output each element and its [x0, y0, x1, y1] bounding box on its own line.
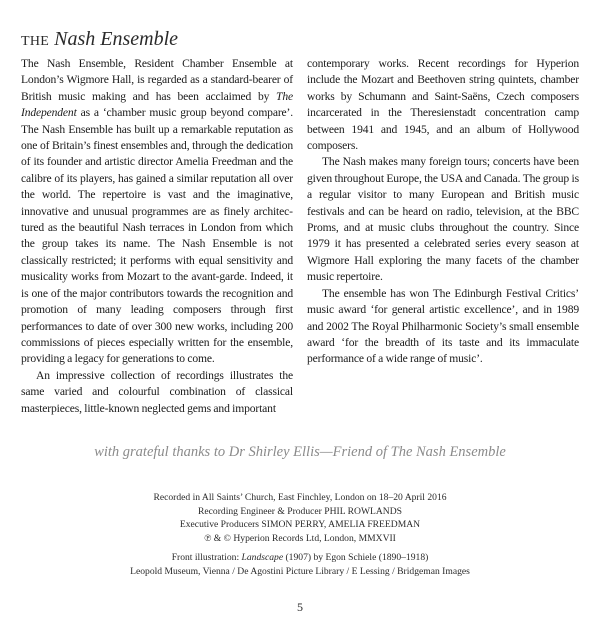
recording-engineer: Recording Engineer & Producer PHIL ROWLANDS: [197, 505, 402, 517]
illustration-label: Front illustration:: [171, 552, 242, 564]
illustration-details: (1907) by Egon Schiele (1890–1918): [283, 552, 429, 564]
acknowledgement: with grateful thanks to Dr Shirley Ellis—Friend of The Nash Ensemble: [94, 443, 506, 460]
publication-name: The Independent: [21, 89, 293, 120]
paragraph: An impressive collection of recordings illustrates the same varied and colourful combination of classical masterpieces, little-known neglected gems and important: [21, 368, 293, 415]
right-column: [307, 56, 579, 368]
copyright-notice: ℗ & © Hyperion Records Ltd, London, MMXVII: [204, 532, 396, 544]
paragraph-text: as a ‘chamber music group beyond compare’. The Nash Ensemble has built up a remarkable reputation as one of Britain’s finest ensembles and, through the dedication of its founder and artistic director Amelia Freedman and the calibre of its players, has gained a similar reputation all over the world. The repertoire is vast and the imaginative, innovative and unusual programmes are as finely architectured as the beautiful Nash terraces in London from which the group takes its name. The Nash Ensemble is not classically restricted; it performs with equal sensitivity and musicality works from Mozart to the avant-garde. Indeed, it is one of the major contributors towards the recognition and promotion of many leading composers through first performances to date of over 300 new works, including 200 commissions of pieces especially written for the ensemble, providing a legacy for generations to come.: [21, 106, 293, 366]
title-name: Nash Ensemble: [54, 28, 179, 50]
paragraph: [21, 56, 293, 368]
paragraph: The Nash makes many foreign tours; concerts have been given throughout Europe, the USA and Canada. The group is a regular visitor to many European and British music festivals and can be heard on radio, television, at the BBC Proms, and at music clubs throughout the country. Since 1979 it has presented a celebrated series every season at Wigmore Hall exploring the many facets of the chamber music repertoire.: [307, 155, 579, 284]
illustration-title: Landscape: [241, 552, 284, 564]
paragraph-text: The Nash Ensemble, Resident Chamber Ensemble at London’s Wigmore Hall, is regarded as a standard-bearer of British music making and has been acclaimed by: [21, 57, 293, 103]
left-column: [21, 56, 293, 417]
executive-producers: Executive Producers SIMON PERRY, AMELIA FREEDMAN: [179, 519, 421, 531]
recording-location: Recorded in All Saints’ Church, East Finchley, London on 18–20 April 2016: [153, 491, 447, 503]
columns: [21, 56, 579, 417]
credits-block: [21, 491, 579, 579]
page-title: [21, 27, 579, 54]
front-illustration: [21, 551, 579, 565]
paragraph: The ensemble has won The Edinburgh Festival Critics’ music award ‘for general artistic excellence’, and in 1989 and 2002 The Royal Philharmonic Society’s small ensemble award ‘for the breadth of its taste and its immaculate performance of a wide range of music’.: [307, 286, 579, 366]
title-prefix: THE: [21, 34, 50, 49]
image-source: Leopold Museum, Vienna / De Agostini Picture Library / E Lessing / Bridgeman Images: [130, 565, 470, 577]
page-number: 5: [297, 599, 303, 614]
paragraph: contemporary works. Recent recordings for Hyperion include the Mozart and Beethoven string quintets, chamber works by Schumann and Saint-Saëns, Czech composers incarcerated in the Theresienstadt concentration camp between 1941 and 1945, and an album of Hollywood composers.: [307, 57, 579, 153]
